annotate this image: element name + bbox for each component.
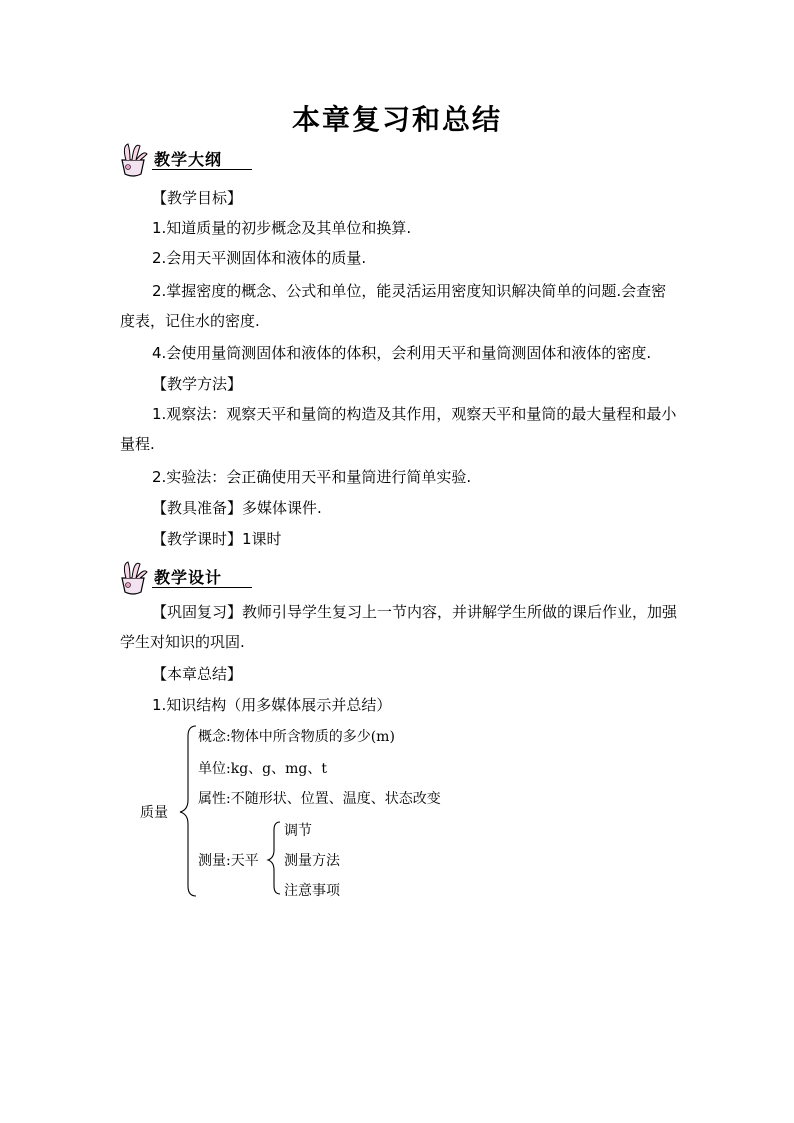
section-header-outline (116, 140, 256, 178)
tree-leaf: 测量方法 (284, 853, 340, 869)
tree-node-property: 属性:不随形状、位置、温度、状态改变 (198, 791, 441, 807)
tree-node-unit: 单位:kg、g、mg、t (198, 761, 327, 777)
section-heading: 教学设计 (154, 568, 223, 587)
method-item: 2.实验法：会正确使用天平和量筒进行简单实验. (152, 468, 472, 486)
tree-node-concept: 概念:物体中所含物质的多少(m) (198, 729, 395, 745)
flower-pot-icon (116, 140, 152, 178)
goal-item: 1.知道质量的初步概念及其单位和换算. (152, 219, 412, 237)
goal-item: 2.掌握密度的概念、公式和单位，能灵活运用密度知识解决简单的问题.会查密度表，记住水的密度. (120, 282, 667, 330)
method-label: 【教学方法】 (152, 375, 243, 393)
section-header-design (116, 558, 256, 596)
tools-line: 【教具准备】多媒体课件. (152, 499, 322, 517)
tree-root: 质量 (140, 805, 168, 821)
knowledge-tree (140, 722, 500, 902)
review-paragraph: 【巩固复习】教师引导学生复习上一节内容，并讲解学生所做的课后作业，加强学生对知识的巩固. (120, 603, 678, 651)
goal-item: 4.会使用量筒测固体和液体的体积，会利用天平和量筒测固体和液体的密度. (152, 344, 652, 362)
method-item: 1.观察法：观察天平和量筒的构造及其作用，观察天平和量筒的最大量程和最小量程. (120, 405, 677, 453)
tree-leaf: 调节 (284, 823, 312, 839)
section-heading: 教学大纲 (154, 150, 223, 169)
structure-label: 1.知识结构（用多媒体展示并总结） (152, 696, 392, 714)
page-title: 本章复习和总结 (291, 103, 502, 136)
tree-leaf: 注意事项 (284, 883, 340, 899)
section-underline (152, 587, 252, 588)
summary-label: 【本章总结】 (152, 665, 243, 683)
hours-line: 【教学课时】1课时 (152, 530, 282, 548)
tree-braces (140, 722, 500, 902)
tree-node-measure: 测量:天平 (198, 853, 259, 869)
goal-item: 2.会用天平测固体和液体的质量. (152, 249, 367, 267)
goal-label: 【教学目标】 (152, 189, 243, 207)
flower-pot-icon (116, 558, 152, 596)
section-underline (152, 169, 252, 170)
